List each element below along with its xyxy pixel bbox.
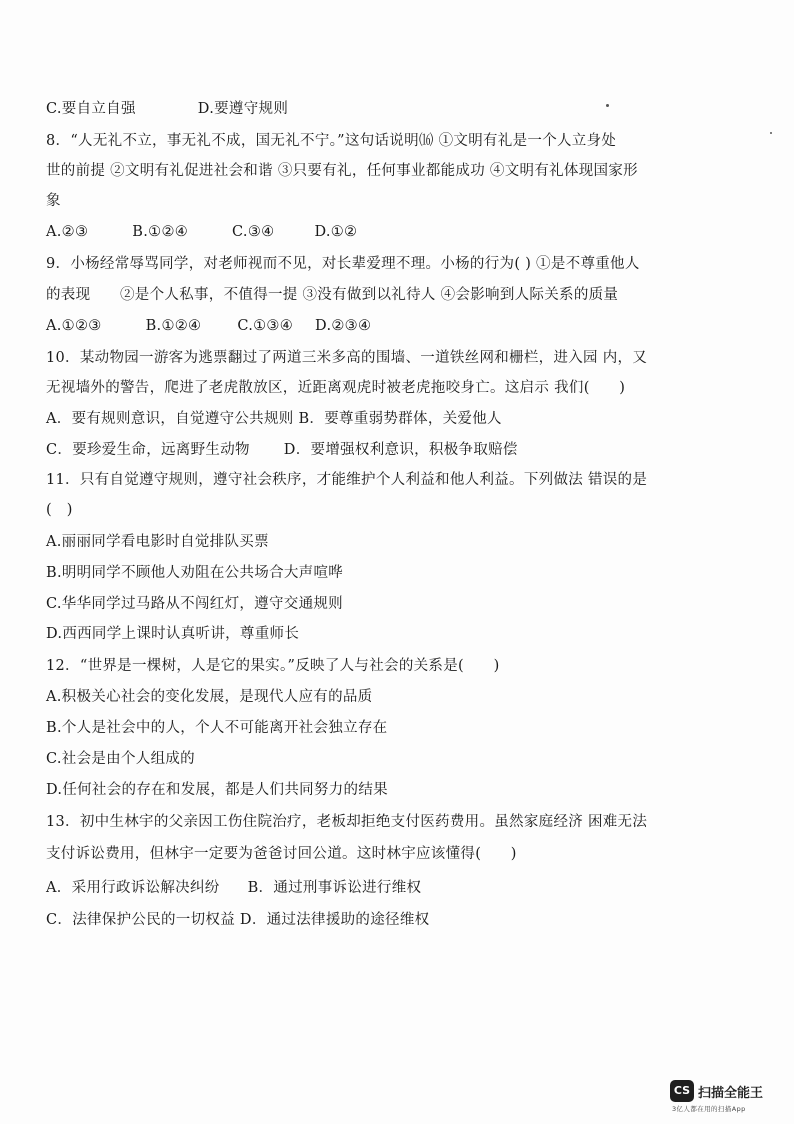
option-c: C.③④: [232, 224, 275, 240]
q11-option-d: D.西西同学上课时认真听讲，尊重师长: [46, 626, 300, 642]
option-c: C.①③④: [237, 318, 294, 334]
q9-stem-line-1: 9．小杨经常辱骂同学，对老师视而不见，对长辈爱理不理。小杨的行为( ) ①是不尊重他人: [46, 256, 640, 272]
q10-stem-line-1: 10．某动物园一游客为逃票翻过了两道三米多高的围墙、一道铁丝网和栅栏，进入园 内，又: [46, 350, 648, 366]
q11-stem-line-2: ( ): [46, 502, 73, 518]
option-a: A.②③: [46, 224, 89, 240]
q11-option-a: A.丽丽同学看电影时自觉排队买票: [46, 534, 269, 550]
q11-option-c: C.华华同学过马路从不闯红灯，遵守交通规则: [46, 596, 343, 612]
option-b: B.①②④: [132, 224, 189, 240]
scanner-watermark: [670, 1078, 780, 1114]
q11-option-b: B.明明同学不顾他人劝阻在公共场合大声喧哗: [46, 565, 344, 581]
scan-speck: [770, 132, 772, 134]
q8-options: [46, 222, 357, 242]
q11-stem-line-1: 11．只有自觉遵守规则，遵守社会秩序，才能维护个人利益和他人利益。下列做法 错误的是: [46, 472, 648, 488]
q9-options: [46, 316, 371, 336]
option-d: D．要增强权利意识，积极争取赔偿: [283, 442, 518, 458]
q13-options-ab: [46, 878, 421, 898]
option-a: A.①②③: [46, 318, 102, 334]
option-d: D.要遵守规则: [197, 101, 289, 117]
option-a: A．采用行政诉讼解决纠纷: [46, 880, 220, 896]
watermark-app-name: 扫描全能王: [698, 1086, 764, 1101]
q10-stem-line-2: 无视墙外的警告，爬进了老虎散放区，近距离观虎时被老虎拖咬身亡。这启示 我们( ): [46, 380, 626, 396]
q8-stem-line-3: 象: [46, 193, 61, 209]
option-d: D.②③④: [315, 318, 372, 334]
q13-stem-line-2: 支付诉讼费用，但林宇一定要为爸爸讨回公道。这时林宇应该懂得( ): [46, 846, 517, 862]
q12-option-c: C.社会是由个人组成的: [46, 751, 195, 767]
option-b: B.①②④: [145, 318, 202, 334]
q8-stem-line-2: 世的前提 ②文明有礼促进社会和谐 ③只要有礼，任何事业都能成功 ④文明有礼体现国家形: [46, 163, 638, 179]
q10-options-cd: [46, 440, 518, 460]
q12-option-b: B.个人是社会中的人，个人不可能离开社会独立存在: [46, 720, 388, 736]
q12-option-d: D.任何社会的存在和发展，都是人们共同努力的结果: [46, 782, 388, 798]
q12-stem: 12．“世界是一棵树，人是它的果实。”反映了人与社会的关系是( ): [46, 658, 500, 674]
cs-logo-icon: CS: [670, 1080, 694, 1102]
scan-speck: [606, 104, 609, 107]
q13-options-cd: C．法律保护公民的一切权益 D．通过法律援助的途径维权: [46, 912, 430, 928]
q12-option-a: A.积极关心社会的变化发展，是现代人应有的品质: [46, 689, 373, 705]
option-c: C.要自立自强: [46, 101, 136, 117]
option-d: D.①②: [314, 224, 358, 240]
q13-stem-line-1: 13．初中生林宇的父亲因工伤住院治疗，老板却拒绝支付医药费用。虽然家庭经济 困难无法: [46, 814, 648, 830]
q9-stem-line-2: 的表现 ②是个人私事，不值得一提 ③没有做到以礼待人 ④会影响到人际关系的质量: [46, 287, 619, 303]
option-b: B．通过刑事诉讼进行维权: [247, 880, 422, 896]
q7-options-cd: [46, 99, 288, 119]
q10-options-ab: A．要有规则意识，自觉遵守公共规则 B．要尊重弱势群体，关爱他人: [46, 411, 502, 427]
q8-stem-line-1: 8．“人无礼不立，事无礼不成，国无礼不宁。”这句话说明⒃ ①文明有礼是一个人立身处: [46, 133, 617, 149]
option-c: C．要珍爱生命，远离野生动物: [46, 442, 250, 458]
watermark-tagline: 3亿人都在用的扫描App: [672, 1105, 746, 1113]
